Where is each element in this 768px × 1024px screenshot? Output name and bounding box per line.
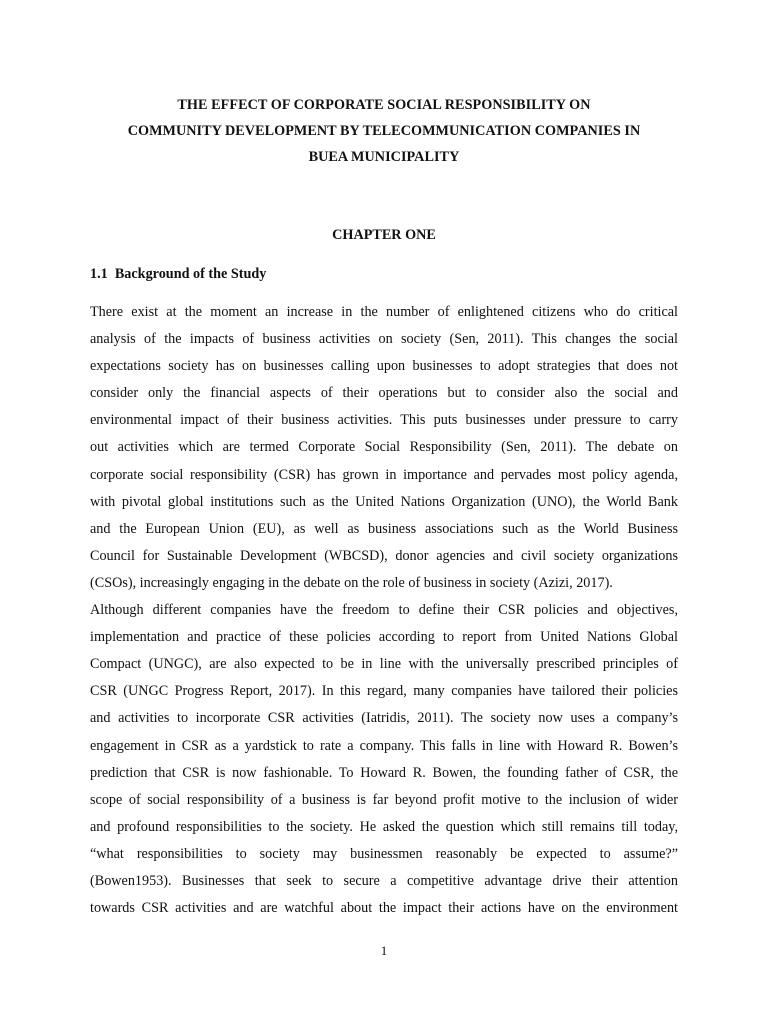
body-line: with pivotal global institutions such as the United Nations Organization (UNO), the World Bank [90,493,678,510]
page-number: 1 [380,943,388,958]
body-line: implementation and practice of these policies according to report from United Nations Global [90,629,678,646]
title-line: BUEA MUNICIPALITY [308,149,460,165]
body-line: out activities which are termed Corporate Social Responsibility (Sen, 2011). The debate on [90,439,678,456]
body-line: Compact (UNGC), are also expected to be in line with the universally prescribed principles of [90,656,678,673]
body-line: CSR (UNGC Progress Report, 2017). In this regard, many companies have tailored their policies [90,683,678,700]
body-line: Council for Sustainable Development (WBCSD), donor agencies and civil society organizations [90,547,678,564]
body-line: scope of social responsibility of a business is far beyond profit motive to the inclusion of wider [90,791,678,808]
body-line: (Bowen1953). Businesses that seek to secure a competitive advantage drive their attention [90,872,678,889]
title-line: THE EFFECT OF CORPORATE SOCIAL RESPONSIBILITY ON [177,97,591,113]
title-line: COMMUNITY DEVELOPMENT BY TELECOMMUNICATION COMPANIES IN [127,123,641,139]
document-title [0,92,768,170]
body-line: (CSOs), increasingly engaging in the debate on the role of business in society (Azizi, 2017). [90,574,613,591]
body-line: engagement in CSR as a yardstick to rate a company. This falls in line with Howard R. Bowen’s [90,737,678,754]
body-text [90,299,678,922]
body-line: and profound responsibilities to the society. He asked the question which still remains till today, [90,818,678,835]
body-line: prediction that CSR is now fashionable. To Howard R. Bowen, the founding father of CSR, the [90,764,678,781]
body-line: Although different companies have the freedom to define their CSR policies and objectives, [90,602,678,619]
chapter-heading: CHAPTER ONE [332,227,436,243]
body-line: consider only the financial aspects of their operations but to consider also the social and [90,385,678,402]
body-line: analysis of the impacts of business activities on society (Sen, 2011). This changes the social [90,331,678,348]
body-line: There exist at the moment an increase in the number of enlightened citizens who do critical [90,304,678,320]
body-line: “what responsibilities to society may businessmen reasonably be expected to assume?” [90,845,678,862]
body-line: corporate social responsibility (CSR) has grown in importance and pervades most policy agenda, [90,466,678,483]
section-heading: 1.1 Background of the Study [90,266,267,282]
body-line: and activities to incorporate CSR activities (Iatridis, 2011). The society now uses a company’s [90,710,678,727]
body-line: environmental impact of their business activities. This puts businesses under pressure to carry [90,412,678,429]
body-line: and the European Union (EU), as well as business associations such as the World Business [90,520,678,537]
body-line: towards CSR activities and are watchful about the impact their actions have on the environment [90,900,678,917]
body-line: expectations society has on businesses calling upon businesses to adopt strategies that does not [90,358,678,375]
